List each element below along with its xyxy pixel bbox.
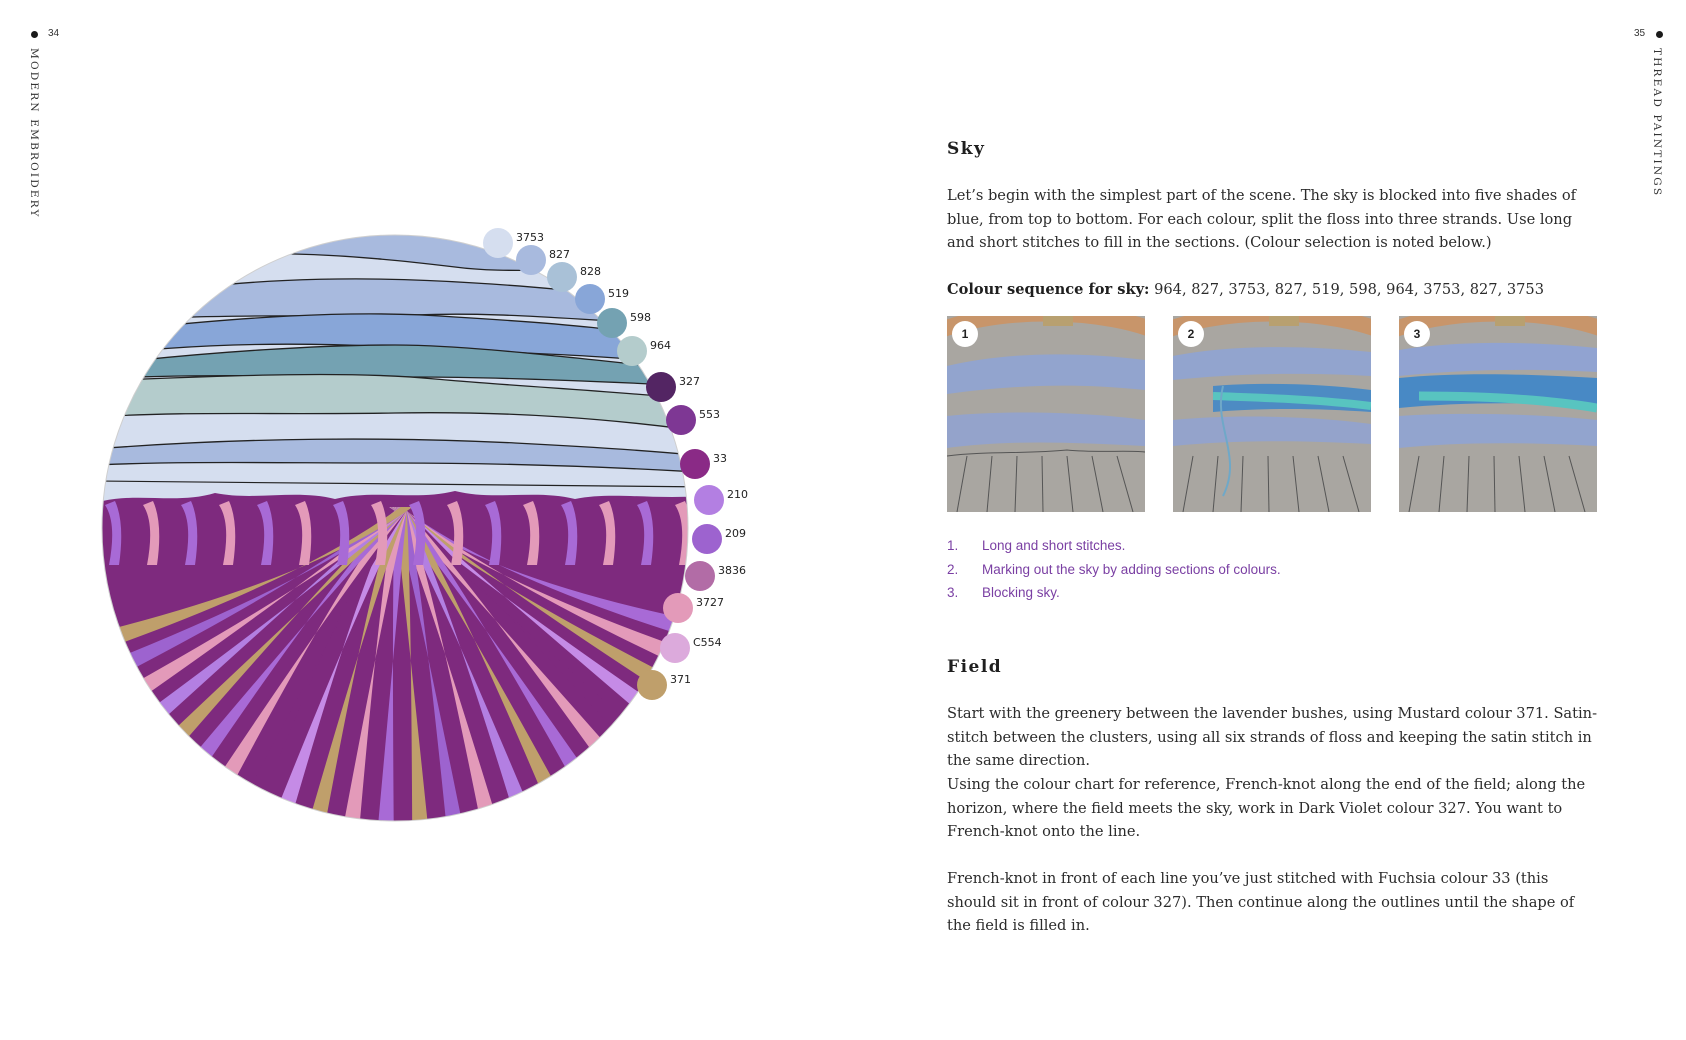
caption-number: 1. [947,538,959,553]
swatch-label: 3836 [718,564,746,577]
embroidery-circle [95,205,775,845]
swatch-3836 [685,561,715,591]
caption-number: 2. [947,562,959,577]
swatch-label: 828 [580,265,601,278]
swatch-label: 209 [725,527,746,540]
swatch-327 [646,372,676,402]
caption-2 [947,562,1281,577]
caption-3 [947,585,1060,600]
swatch-label: 210 [727,488,748,501]
swatch-label: 33 [713,452,727,465]
sky-photo-2 [1173,316,1371,512]
swatch-553 [666,405,696,435]
swatch-210 [694,485,724,515]
swatch-label: 964 [650,339,671,352]
swatch-828 [547,262,577,292]
swatch-label: C554 [693,636,722,649]
caption-text: Marking out the sky by adding sections of colours. [982,562,1281,577]
photo-badge-2: 2 [1178,321,1204,347]
sky-heading: Sky [947,139,986,159]
page-number-right: 35 [1634,28,1646,39]
sequence-value: 964, 827, 3753, 827, 519, 598, 964, 3753, 827, 3753 [1154,281,1544,298]
swatch-209 [692,524,722,554]
swatch-label: 3753 [516,231,544,244]
field-paragraph-3: French-knot in front of each line you’ve just stitched with Fuchsia colour 33 (this should sit in front of colour 327). Then continue along the outlines until the shape of the field is filled in. [947,870,1575,935]
caption-text: Long and short stitches. [982,538,1126,553]
swatch-3727 [663,593,693,623]
caption-text: Blocking sky. [982,585,1060,600]
page-number-left: 34 [48,28,60,39]
swatch-519 [575,284,605,314]
photo-badge-3: 3 [1404,321,1430,347]
swatch-371 [637,670,667,700]
caption-1 [947,538,1125,553]
field-paragraph-2: Using the colour chart for reference, French-knot along the end of the field; along the horizon, where the field meets the sky, work in Dark Violet colour 327. You want to French-knot onto the line. [947,776,1586,841]
swatch-label: 598 [630,311,651,324]
swatch-label: 3727 [696,596,724,609]
sky-photo-1 [947,316,1145,512]
swatch-label: 371 [670,673,691,686]
swatch-827 [516,245,546,275]
swatch-label: 327 [679,375,700,388]
page-marker-dot-left [31,31,38,38]
sky-photo-3 [1399,316,1597,512]
page-marker-dot-right [1656,31,1663,38]
sky-colour-sequence [947,278,1601,302]
caption-number: 3. [947,585,959,600]
running-head-right: THREAD PAINTINGS [1651,48,1663,198]
field-heading: Field [947,657,1003,677]
swatch-C554 [660,633,690,663]
field-paragraph-1: Start with the greenery between the lavender bushes, using Mustard colour 371. Satin-stitch between the clusters, using all six strands of floss and keeping the satin stitch in the same direction. [947,705,1597,770]
photo-badge-1: 1 [952,321,978,347]
swatch-3753 [483,228,513,258]
swatch-label: 553 [699,408,720,421]
sky-intro: Let’s begin with the simplest part of the scene. The sky is blocked into five shades of blue, from top to bottom. For each colour, split the floss into three strands. Use long and short stitches to fill in the sections. (Colour selection is noted below.) [947,187,1577,252]
sequence-label: Colour sequence for sky: [947,281,1150,298]
swatch-598 [597,308,627,338]
running-head-left: MODERN EMBROIDERY [28,48,40,219]
swatch-964 [617,336,647,366]
swatch-33 [680,449,710,479]
lavender-field-illustration [95,205,775,845]
swatch-label: 827 [549,248,570,261]
swatch-label: 519 [608,287,629,300]
